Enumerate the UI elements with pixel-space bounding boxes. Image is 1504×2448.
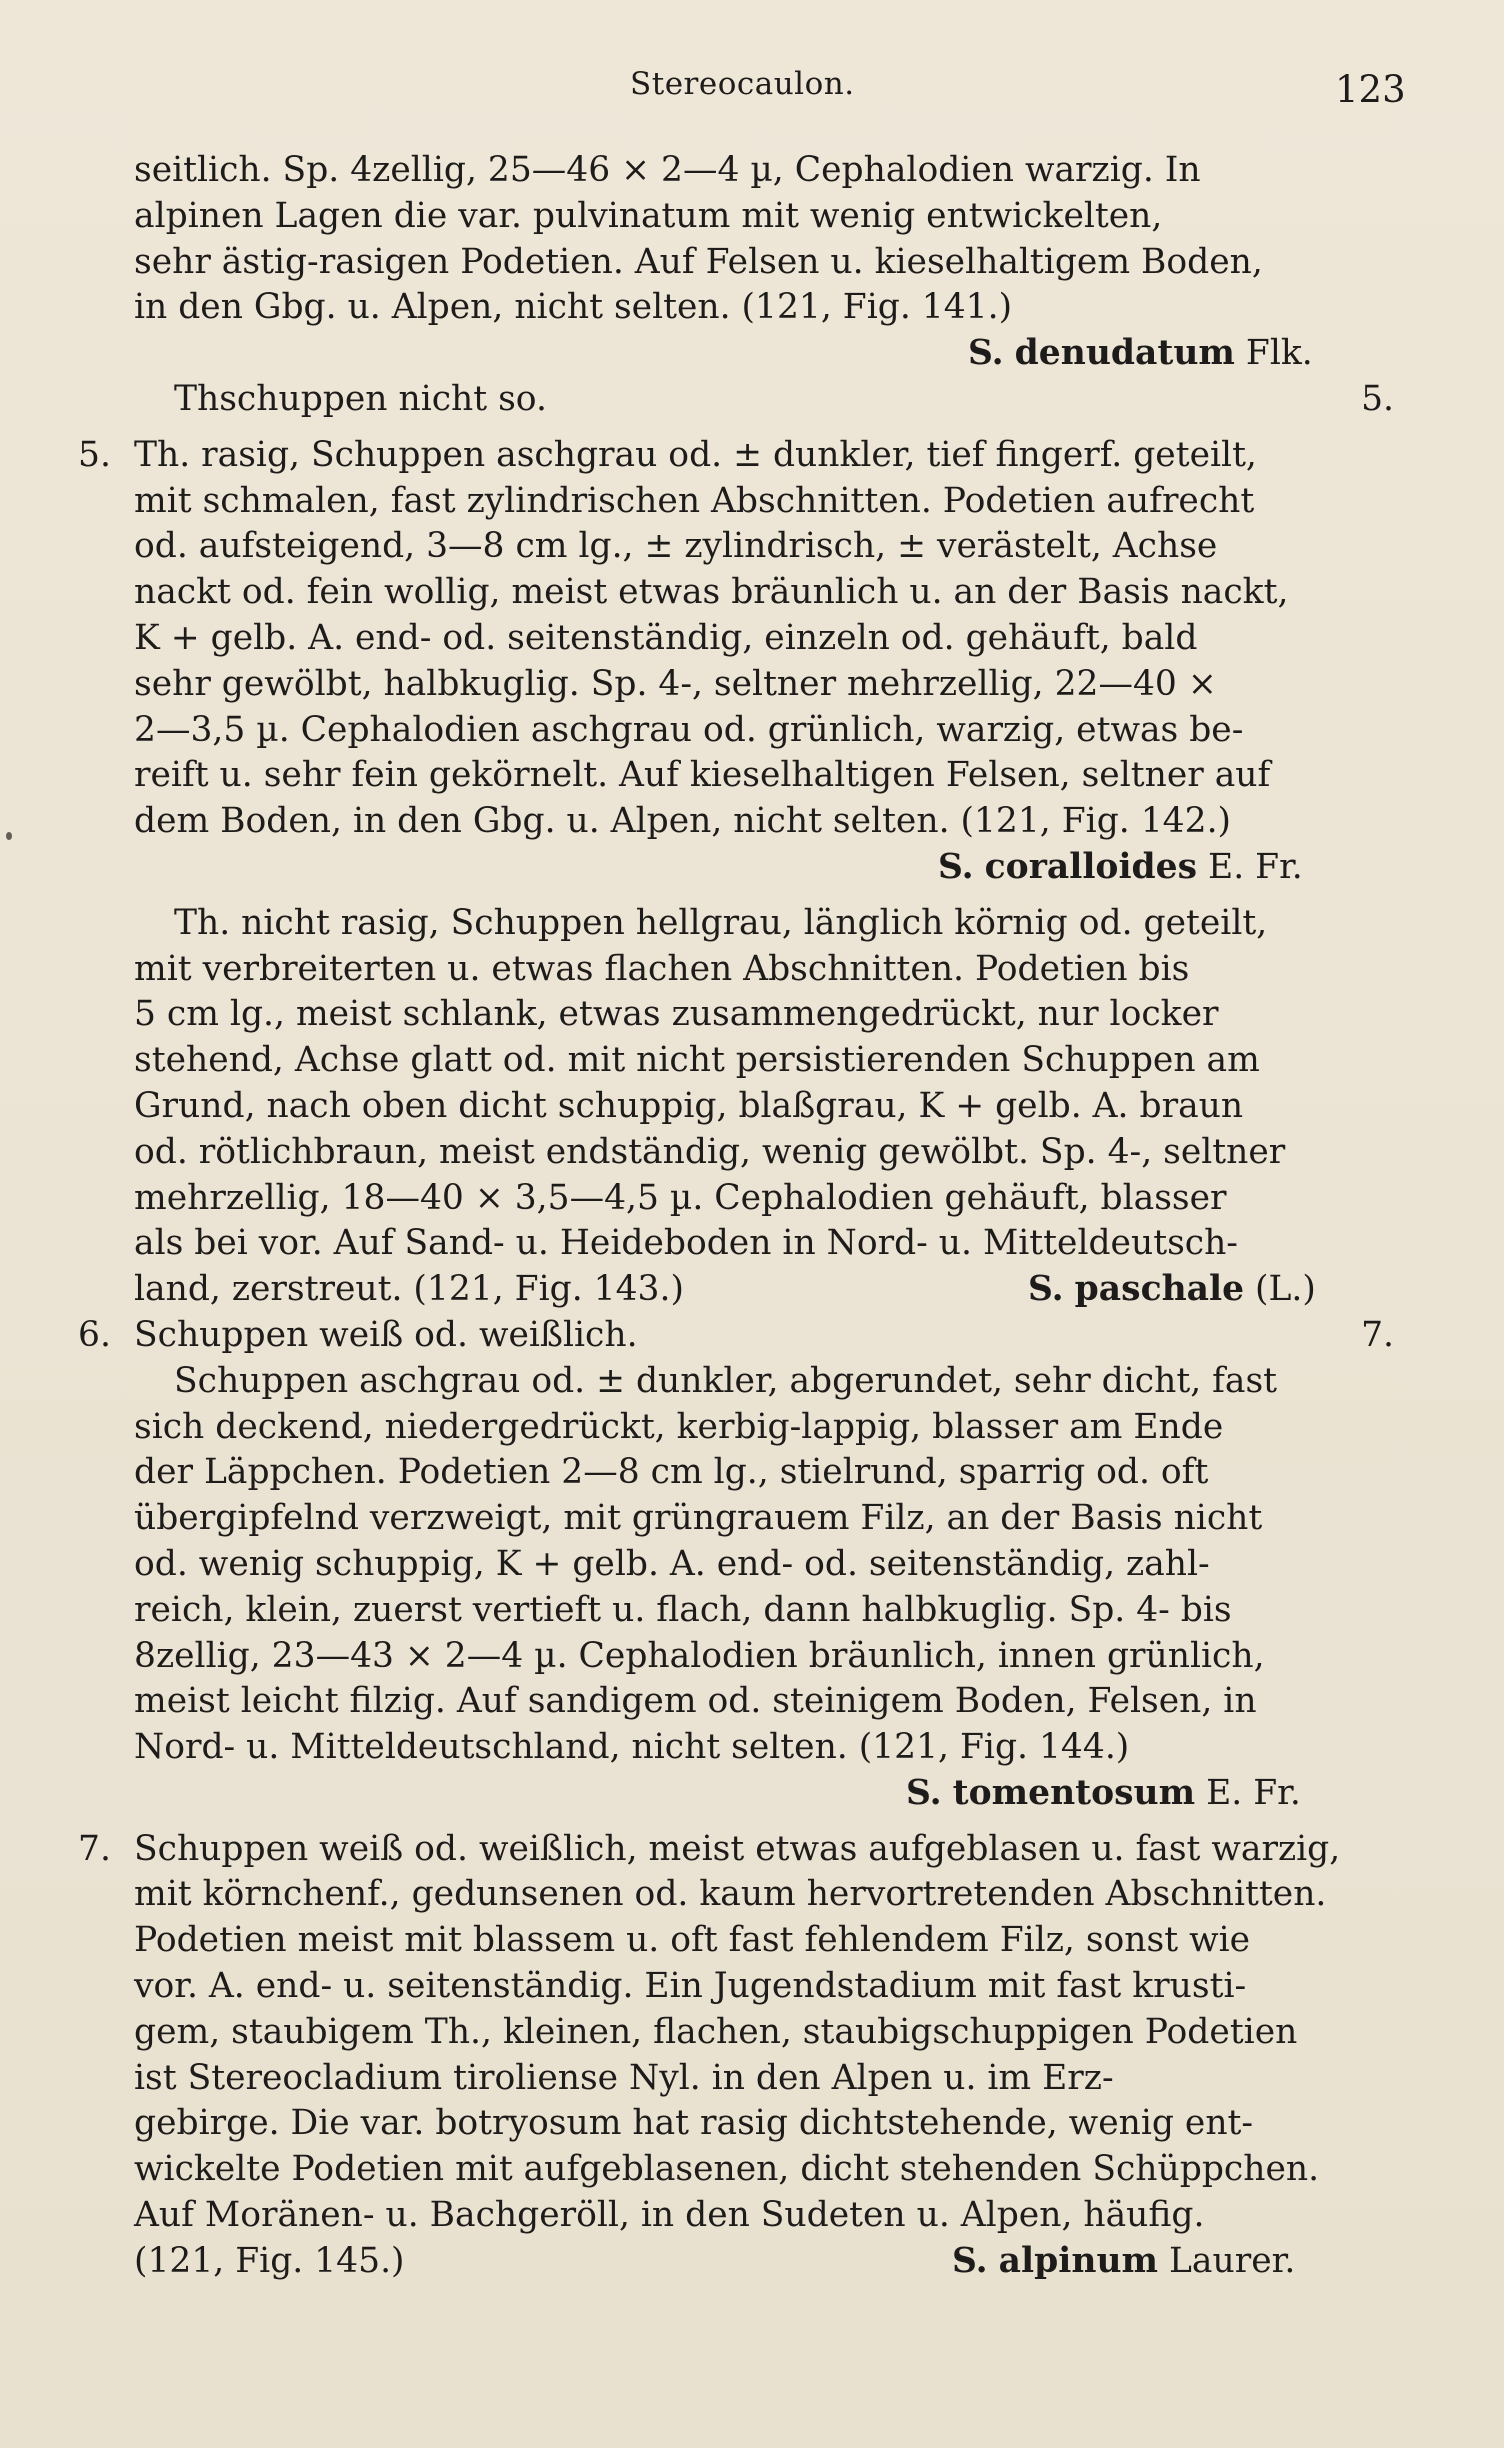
text-line: Auf Moränen- u. Bachgeröll, in den Sudeten u. Alpen, häufig. (134, 2195, 1205, 2236)
text-line: ist Stereocladium tiroliense Nyl. in den Alpen u. im Erz- (134, 2057, 1114, 2098)
couplet-number: 7. (78, 1828, 111, 1869)
text-line: gebirge. Die var. botryosum hat rasig dichtstehende, wenig ent- (134, 2103, 1254, 2144)
species-name: S. denudatum Flk. (968, 333, 1313, 374)
text-line: mit körnchenf., gedunsenen od. kaum hervortretenden Abschnitten. (134, 1874, 1327, 1915)
text-line: od. wenig schuppig, K + gelb. A. end- od. seitenständig, zahl- (134, 1543, 1210, 1584)
text-line: mit schmalen, fast zylindrischen Abschnitten. Podetien aufrecht (134, 480, 1255, 521)
text-line: in den Gbg. u. Alpen, nicht selten. (121, Fig. 141.) (134, 287, 1013, 328)
species-line (78, 1771, 1414, 1817)
species-name: S. paschale (L.) (1028, 1269, 1316, 1310)
text-line: land, zerstreut. (121, Fig. 143.) S. paschale (L.) (78, 1267, 1414, 1313)
text-line: Nord- u. Mitteldeutschland, nicht selten. (121, Fig. 144.) (134, 1727, 1130, 1768)
ink-speck (6, 832, 12, 840)
text-line: K + gelb. A. end- od. seitenständig, einzeln od. gehäuft, bald (134, 617, 1198, 658)
page-number: 123 (1335, 68, 1406, 111)
text-line: mit verbreiterten u. etwas flachen Abschnitten. Podetien bis (134, 948, 1190, 989)
text-line: sehr ästig-rasigen Podetien. Auf Felsen u. kieselhaltigem Boden, (134, 241, 1263, 282)
species-name: S. coralloides E. Fr. (938, 846, 1303, 887)
text-line: Grund, nach oben dicht schuppig, blaßgrau, K + gelb. A. braun (134, 1085, 1244, 1126)
couplet-number: 5. (78, 434, 111, 475)
text-line: vor. A. end- u. seitenständig. Ein Jugendstadium mit fast krusti- (134, 1966, 1247, 2007)
text-line: 8zellig, 23—43 × 2—4 µ. Cephalodien bräunlich, innen grünlich, (134, 1635, 1265, 1676)
key-text (78, 148, 1414, 2285)
text-line: od. aufsteigend, 3—8 cm lg., ± zylindrisch, ± verästelt, Achse (134, 526, 1218, 567)
species-name: S. alpinum Laurer. (952, 2240, 1296, 2281)
text-line: der Läppchen. Podetien 2—8 cm lg., stielrund, sparrig od. oft (134, 1452, 1209, 1493)
text-line: stehend, Achse glatt od. mit nicht persistierenden Schuppen am (134, 1040, 1260, 1081)
text-line: nackt od. fein wollig, meist etwas bräunlich u. an der Basis nackt, (134, 572, 1289, 613)
text-line: seitlich. Sp. 4zellig, 25—46 × 2—4 µ, Cephalodien warzig. In (134, 150, 1201, 190)
text-line: übergipfelnd verzweigt, mit grüngrauem Filz, an der Basis nicht (134, 1498, 1263, 1539)
key-couplet: 6. Schuppen weiß od. weißlich. 7. (78, 1313, 1414, 1359)
species-line (78, 845, 1414, 891)
couplet-number: 6. (78, 1314, 111, 1355)
text-line: 2—3,5 µ. Cephalodien aschgrau od. grünlich, warzig, etwas be- (134, 709, 1244, 750)
page-header (0, 62, 1504, 114)
text-line: mehrzellig, 18—40 × 3,5—4,5 µ. Cephalodien gehäuft, blasser (134, 1177, 1227, 1218)
text-line: gem, staubigem Th., kleinen, flachen, staubigschuppigen Podetien (134, 2011, 1298, 2052)
species-line (78, 331, 1414, 377)
key-couplet: 5. Th. rasig, Schuppen aschgrau od. ± dunkler, tief fingerf. geteilt, (78, 433, 1414, 479)
key-reference: 7. (1361, 1314, 1394, 1355)
text-line: dem Boden, in den Gbg. u. Alpen, nicht selten. (121, Fig. 142.) (134, 801, 1232, 842)
text-line: alpinen Lagen die var. pulvinatum mit wenig entwickelten, (134, 195, 1163, 236)
text-line: reich, klein, zuerst vertieft u. flach, dann halbkuglig. Sp. 4- bis (134, 1589, 1232, 1630)
text-line: 5 cm lg., meist schlank, etwas zusammengedrückt, nur locker (134, 994, 1219, 1035)
text-line: meist leicht filzig. Auf sandigem od. steinigem Boden, Felsen, in (134, 1681, 1257, 1722)
text-line: od. rötlichbraun, meist endständig, wenig gewölbt. Sp. 4-, seltner (134, 1131, 1286, 1172)
running-title: Stereocaulon. (630, 66, 855, 102)
key-couplet: 7. Schuppen weiß od. weißlich, meist etwas aufgeblasen u. fast warzig, (78, 1827, 1414, 1873)
key-lead: Schuppen aschgrau od. ± dunkler, abgerundet, sehr dicht, fast (174, 1360, 1278, 1401)
text-line: reift u. sehr fein gekörnelt. Auf kieselhaltigen Felsen, seltner auf (134, 755, 1271, 796)
text-line: als bei vor. Auf Sand- u. Heideboden in Nord- u. Mitteldeutsch- (134, 1223, 1238, 1264)
text-line: wickelte Podetien mit aufgeblasenen, dicht stehenden Schüppchen. (134, 2149, 1320, 2190)
key-lead: Thschuppen nicht so. 5. (78, 377, 1414, 423)
species-name: S. tomentosum E. Fr. (906, 1772, 1301, 1813)
text-line: Podetien meist mit blassem u. oft fast fehlendem Filz, sonst wie (134, 1920, 1251, 1961)
key-lead: Th. nicht rasig, Schuppen hellgrau, länglich körnig od. geteilt, (174, 902, 1268, 943)
key-reference: 5. (1361, 378, 1394, 419)
text-line: sehr gewölbt, halbkuglig. Sp. 4-, seltner mehrzellig, 22—40 × (134, 663, 1217, 704)
text-line: (121, Fig. 145.) S. alpinum Laurer. (78, 2239, 1414, 2285)
text-line: sich deckend, niedergedrückt, kerbig-lappig, blasser am Ende (134, 1406, 1224, 1447)
